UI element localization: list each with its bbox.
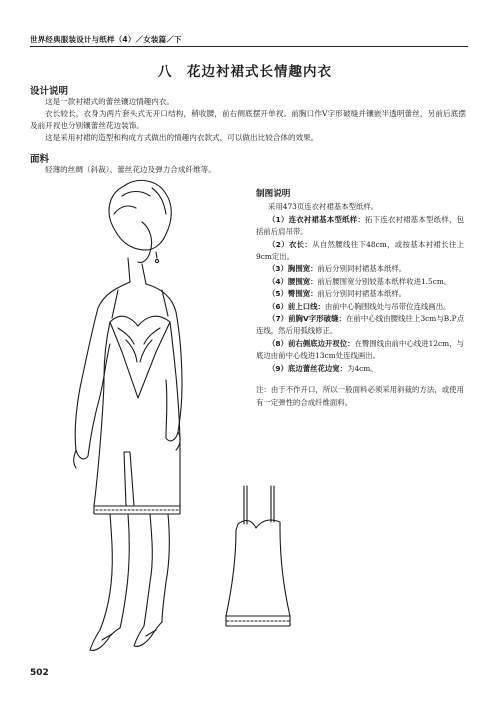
drafting-item-label: （5）臀围宽： xyxy=(268,289,318,299)
fabric-heading: 面料 xyxy=(30,154,50,165)
page-number: 502 xyxy=(30,668,49,678)
drafting-item-text: 前后分别同衬裙基本纸样。 xyxy=(317,289,407,299)
drafting-item-label: （2）衣长： xyxy=(268,239,313,249)
drafting-item-text: 在臀围线由前中心线进12cm，与底边由前中心线进13cm处连线画出。 xyxy=(256,338,464,361)
drafting-item-label: （6）前上口线： xyxy=(268,301,325,311)
page-title: 八 花边衬裙式长情趣内衣 xyxy=(158,64,332,80)
design-paragraph: 衣长较长，衣身为两片套头式无开口结构，稍收腰，前右侧底摆开单衩。前胸口作V字形破缝并镶嵌半透明蕾丝，另前后底摆及前开衩也分别镶蕾丝花边装饰。 xyxy=(30,109,466,130)
design-paragraph: 这是采用衬裙的造型和构成方式做出的情趣内衣款式，可以做出比较合体的效果。 xyxy=(45,133,319,142)
drafting-item-label: （8）前右侧底边开衩位： xyxy=(268,338,355,348)
drafting-item-label: （7）前胸V字形破缝： xyxy=(268,314,346,324)
drafting-item-text: 前后分别同衬裙基本纸样。 xyxy=(317,264,407,274)
drafting-heading: 制图说明 xyxy=(256,189,291,199)
design-heading: 设计说明 xyxy=(30,86,69,97)
drafting-item-label: （9）底边蕾丝花边宽： xyxy=(268,363,348,373)
drafting-intro: 采用473页连衣衬裙基本型纸样。 xyxy=(268,202,379,212)
drafting-item-text: 为4cm。 xyxy=(347,363,378,373)
running-header: 世界经典服装设计与纸样（4）／女装篇／下 xyxy=(30,35,182,44)
drafting-item-text: 前后腰围宽分别较基本纸样收进1.5cm。 xyxy=(317,276,452,286)
drafting-item-text: 由前中心胸围线处与吊带位连线画出。 xyxy=(324,301,451,311)
drafting-item-text: 拓下连衣衬裙基本型纸样，包括前后肩吊带。 xyxy=(256,214,464,237)
drafting-item-label: （1）连衣衬裙基本型纸样： xyxy=(268,214,365,224)
drafting-item-text: 从自然腰线往下48cm，或按基本衬裙长往上9cm定出。 xyxy=(256,239,464,262)
fabric-paragraph: 轻薄的丝绸（斜裁）、蕾丝花边及弹力合成纤维等。 xyxy=(45,165,216,174)
design-paragraph: 这是一款衬裙式的蕾丝镶边情趣内衣。 xyxy=(45,97,175,106)
drafting-note: 注：由于不作开口，所以一般面料必须采用斜裁的方法，或使用有一定弹性的合成纤维面料。 xyxy=(256,385,464,407)
drafting-item-label: （4）腰围宽： xyxy=(268,276,318,286)
flat-bodice xyxy=(226,520,290,616)
drafting-item-text: 在前中心线由腰线往上3cm与B.P点连线，然后用弧线修正。 xyxy=(256,314,464,336)
drafting-item-label: （3）胸围宽： xyxy=(268,264,318,274)
